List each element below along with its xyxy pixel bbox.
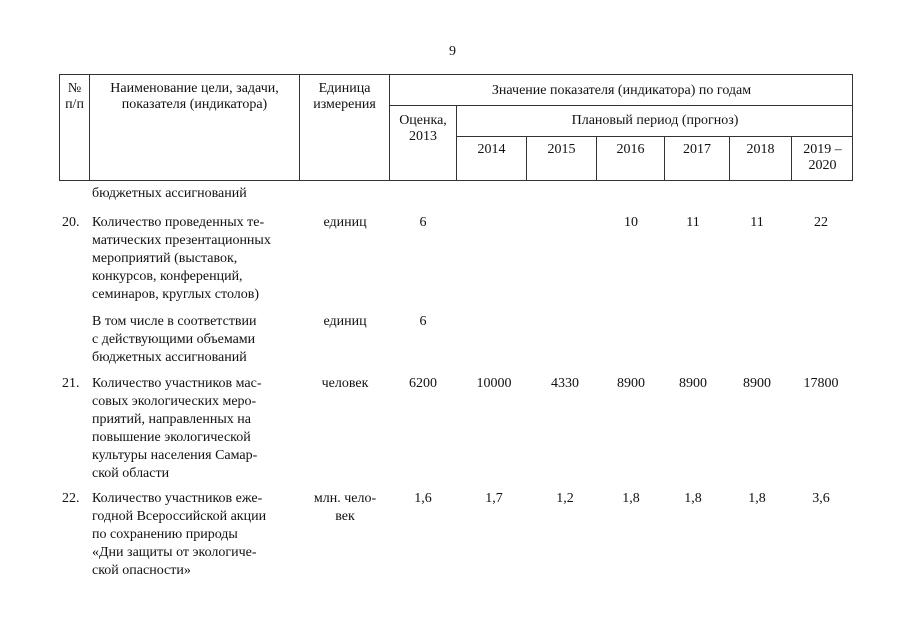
header-col-estimate: Оценка, 2013 (399, 113, 447, 144)
header-year-2014: 2014 (477, 142, 506, 157)
row-number: 22. (62, 491, 80, 506)
row-unit: единиц (323, 314, 367, 329)
value-2016: 1,8 (622, 491, 640, 506)
header-year-2015: 2015 (547, 142, 576, 157)
value-2014: 10000 (476, 376, 512, 391)
value-2015: 4330 (551, 376, 579, 391)
row-name: Количество участников еже- годной Всероссийской акции по сохранению природы «Дни защиты от экологиче- ской опасности» (92, 491, 267, 578)
header-col-unit: Единица измерения (313, 81, 376, 112)
header-col-no: № п/п (65, 81, 84, 112)
value-2017: 1,8 (684, 491, 702, 506)
value-2017: 8900 (679, 376, 707, 391)
row-unit: млн. чело- век (313, 491, 377, 524)
value-2016: 10 (624, 215, 638, 230)
row-number: 20. (62, 215, 80, 230)
header-year-2018: 2018 (746, 142, 775, 157)
row-unit: единиц (323, 215, 367, 230)
value-2019-2020: 17800 (803, 376, 839, 391)
row-name: Количество проведенных те- матических презентационных мероприятий (выставок, конкурсов, конференций, семинаров, круглых столов) (92, 215, 271, 302)
value-2016: 8900 (617, 376, 645, 391)
header-year-2019-2020: 2019 – 2020 (803, 142, 842, 173)
row-number: 21. (62, 376, 80, 391)
value-2018: 8900 (743, 376, 771, 391)
header-year-2017: 2017 (683, 142, 711, 157)
value-2019-2020: 3,6 (812, 491, 830, 506)
header-col-values: Значение показателя (индикатора) по годам (491, 83, 752, 98)
header-col-plan: Плановый период (прогноз) (571, 113, 739, 128)
value-2018: 11 (750, 215, 764, 230)
value-2018: 1,8 (748, 491, 766, 506)
row-name: Количество участников мас- совых экологических меро- приятий, направленных на повышение экологической культуры населения Самар- ской области (92, 376, 262, 481)
value-2013: 6200 (409, 376, 437, 391)
page-number: 9 (449, 44, 456, 59)
row-name: В том числе в соответствии с действующими объемами бюджетных ассигнований (92, 314, 257, 365)
value-2019-2020: 22 (814, 215, 828, 230)
table-header (59, 74, 853, 181)
carryover-text: бюджетных ассигнований (92, 186, 247, 201)
value-2013: 1,6 (414, 491, 432, 506)
header-col-name: Наименование цели, задачи, показателя (индикатора) (110, 81, 279, 112)
value-2014: 1,7 (485, 491, 503, 506)
value-2013: 6 (419, 314, 427, 329)
value-2017: 11 (686, 215, 700, 230)
value-2015: 1,2 (556, 491, 574, 506)
row-unit: человек (321, 376, 369, 391)
header-year-2016: 2016 (616, 142, 645, 157)
value-2013: 6 (419, 215, 427, 230)
